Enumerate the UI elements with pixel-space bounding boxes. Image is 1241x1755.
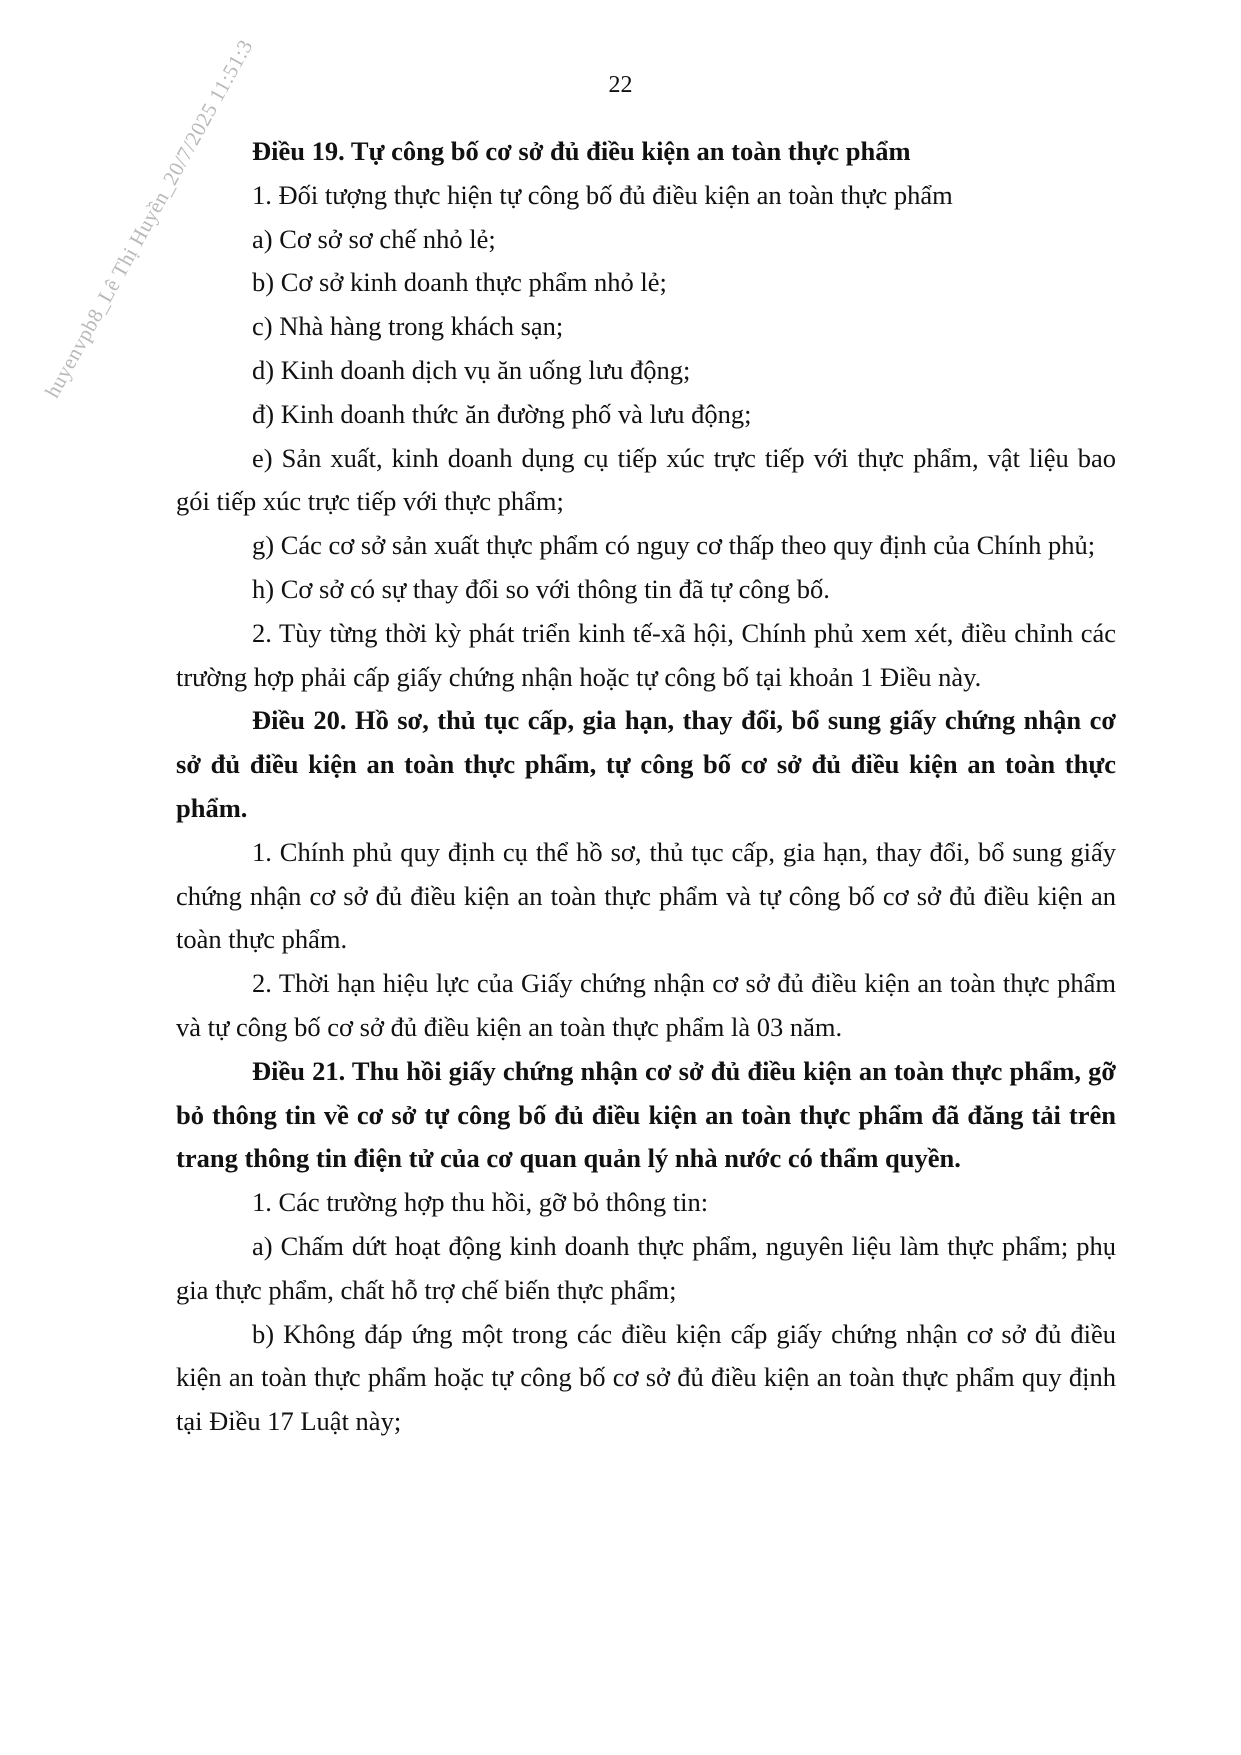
- paragraph: đ) Kinh doanh thức ăn đường phố và lưu động;: [252, 398, 752, 429]
- paragraph: a) Chấm dứt hoạt động kinh doanh thực phẩm, nguyên liệu làm thực phẩm; phụ gia thực phẩm, chất hỗ trợ chế biến thực phẩm;: [176, 1230, 1116, 1305]
- paragraph: g) Các cơ sở sản xuất thực phẩm có nguy cơ thấp theo quy định của Chính phủ;: [252, 530, 1096, 561]
- paragraph: d) Kinh doanh dịch vụ ăn uống lưu động;: [252, 354, 691, 385]
- watermark: huyenvpb8_Lê Thị Huyền_20/7/2025 11:51:3: [40, 35, 258, 402]
- paragraph: b) Không đáp ứng một trong các điều kiện cấp giấy chứng nhận cơ sở đủ điều kiện an toàn thực phẩm hoặc tự công bố cơ sở đủ điều kiện an toàn thực phẩm quy định tại Điều 17 Luật này;: [176, 1318, 1116, 1437]
- paragraph: 1. Chính phủ quy định cụ thể hồ sơ, thủ tục cấp, gia hạn, thay đổi, bổ sung giấy chứng nhận cơ sở đủ điều kiện an toàn thực phẩm và tự công bố cơ sở đủ điều kiện an toàn thực phẩm.: [176, 836, 1116, 955]
- article-21-heading: Điều 21. Thu hồi giấy chứng nhận cơ sở đủ điều kiện an toàn thực phẩm, gỡ bỏ thông tin về cơ sở tự công bố đủ điều kiện an toàn thực phẩm đã đăng tải trên trang thông tin điện tử của cơ quan quản lý nhà nước có thẩm quyền.: [176, 1055, 1116, 1174]
- paragraph: a) Cơ sở sơ chế nhỏ lẻ;: [252, 223, 496, 254]
- paragraph: 2. Thời hạn hiệu lực của Giấy chứng nhận cơ sở đủ điều kiện an toàn thực phẩm và tự công bố cơ sở đủ điều kiện an toàn thực phẩm là 03 năm.: [176, 968, 1116, 1042]
- paragraph: 1. Đối tượng thực hiện tự công bố đủ điều kiện an toàn thực phẩm: [252, 179, 953, 210]
- paragraph: h) Cơ sở có sự thay đổi so với thông tin đã tự công bố.: [252, 573, 830, 604]
- document-body: [176, 130, 1116, 1444]
- paragraph: 2. Tùy từng thời kỳ phát triển kinh tế-xã hội, Chính phủ xem xét, điều chỉnh các trường hợp phải cấp giấy chứng nhận hoặc tự công bố tại khoản 1 Điều này.: [176, 617, 1116, 692]
- article-19-heading: Điều 19. Tự công bố cơ sở đủ điều kiện an toàn thực phẩm: [252, 136, 911, 166]
- article-20-heading: Điều 20. Hồ sơ, thủ tục cấp, gia hạn, thay đổi, bổ sung giấy chứng nhận cơ sở đủ điều kiện an toàn thực phẩm, tự công bố cơ sở đủ điều kiện an toàn thực phẩm.: [176, 705, 1116, 823]
- page-number: 22: [608, 72, 633, 98]
- paragraph: e) Sản xuất, kinh doanh dụng cụ tiếp xúc trực tiếp với thực phẩm, vật liệu bao gói tiếp xúc trực tiếp với thực phẩm;: [176, 442, 1116, 517]
- paragraph: 1. Các trường hợp thu hồi, gỡ bỏ thông tin:: [252, 1187, 709, 1218]
- paragraph: b) Cơ sở kinh doanh thực phẩm nhỏ lẻ;: [252, 267, 667, 298]
- paragraph: c) Nhà hàng trong khách sạn;: [252, 311, 564, 342]
